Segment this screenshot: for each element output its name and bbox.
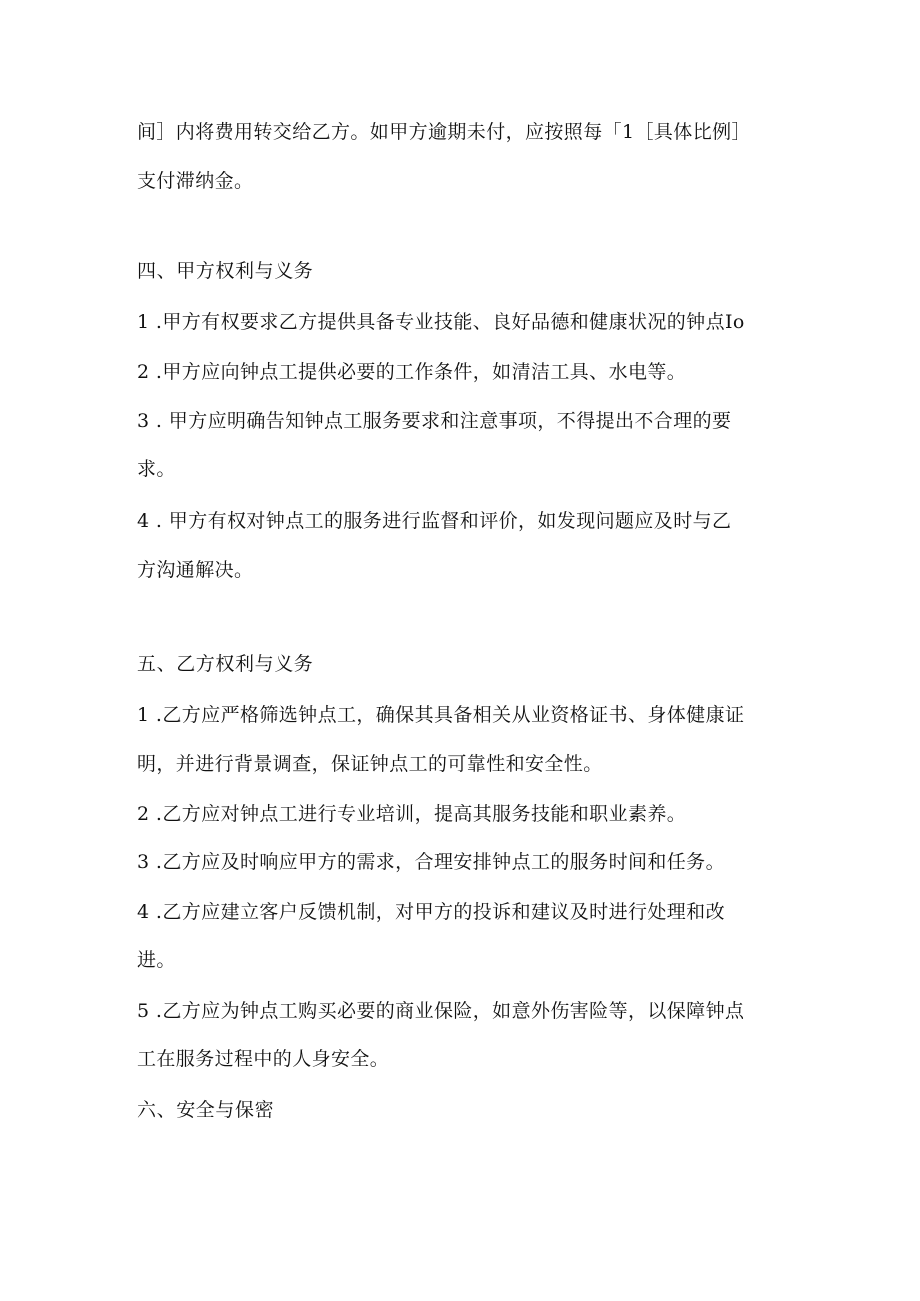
section-6-heading: 六、安全与保密	[137, 1099, 275, 1121]
section-4-item-4-line-1: 4 . 甲方有权对钟点工的服务进行监督和评价，如发现问题应及时与乙	[137, 510, 732, 532]
section-5-item-1-line-2: 明，并进行背景调查，保证钟点工的可靠性和安全性。	[137, 753, 603, 775]
section-4-item-2-line-1: 2 .甲方应向钟点工提供必要的工作条件，如清洁工具、水电等。	[137, 361, 687, 383]
section-4-heading: 四、甲方权利与义务	[137, 260, 314, 282]
continuation-line-1: 间］内将费用转交给乙方。如甲方逾期未付，应按照每「1［具体比例］	[137, 121, 751, 143]
section-5-heading: 五、乙方权利与义务	[137, 653, 314, 675]
section-5-item-3-line-1: 3 .乙方应及时响应甲方的需求，合理安排钟点工的服务时间和任务。	[137, 851, 725, 873]
section-4-item-4-line-2: 方沟通解决。	[137, 559, 254, 581]
section-5-item-4-line-2: 进。	[137, 949, 176, 971]
section-4-item-3-line-1: 3 . 甲方应明确告知钟点工服务要求和注意事项，不得提出不合理的要	[137, 410, 732, 432]
section-4-item-3-line-2: 求。	[137, 458, 176, 480]
section-5-item-5-line-1: 5 .乙方应为钟点工购买必要的商业保险，如意外伤害险等，以保障钟点	[137, 1000, 745, 1022]
section-5-item-4-line-1: 4 .乙方应建立客户反馈机制，对甲方的投诉和建议及时进行处理和改	[137, 901, 725, 923]
continuation-line-2: 支付滞纳金。	[137, 170, 254, 192]
section-5-item-2-line-1: 2 .乙方应对钟点工进行专业培训，提高其服务技能和职业素养。	[137, 803, 687, 825]
section-5-item-1-line-1: 1 .乙方应严格筛选钟点工，确保其具备相关从业资格证书、身体健康证	[137, 704, 745, 726]
section-4-item-1-line-1: 1 .甲方有权要求乙方提供具备专业技能、良好品德和健康状况的钟点Io	[137, 311, 745, 333]
section-5-item-5-line-2: 工在服务过程中的人身安全。	[137, 1048, 390, 1070]
